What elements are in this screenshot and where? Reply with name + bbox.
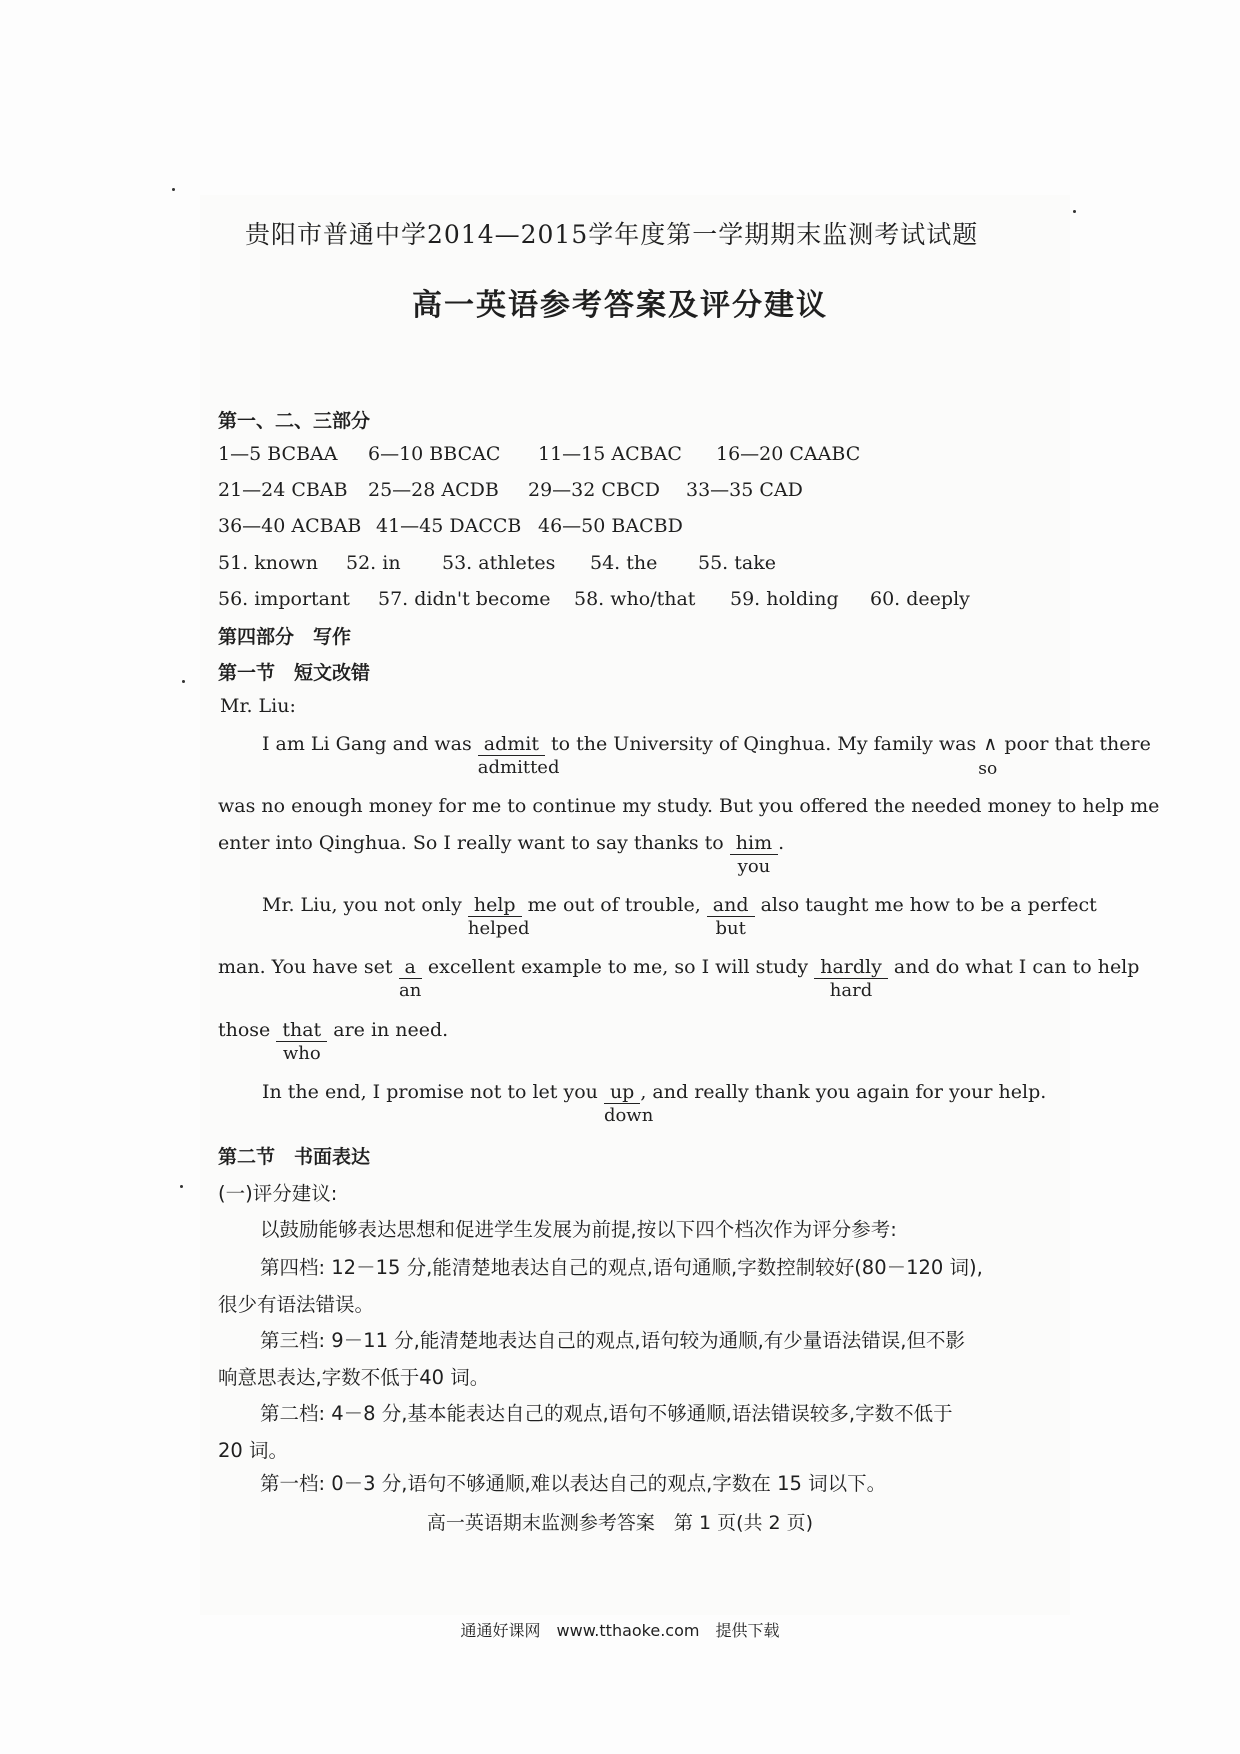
text-segment: those xyxy=(218,1019,271,1041)
grade-4-line: 第四档: 12－15 分,能清楚地表达自己的观点,语句通顺,字数控制较好(80－120 词), xyxy=(260,1256,983,1279)
scan-speck xyxy=(172,188,175,191)
answer-item: 59. holding xyxy=(730,588,839,610)
grade-2-line: 20 词。 xyxy=(218,1439,289,1462)
answer-item: 54. the xyxy=(590,552,658,574)
corrected-word: down xyxy=(603,1105,654,1126)
wrong-word: hardly xyxy=(814,956,888,979)
grade-1-line: 第一档: 0－3 分,语句不够通顺,难以表达自己的观点,字数在 15 词以下。 xyxy=(260,1472,887,1495)
scan-speck xyxy=(180,1185,183,1188)
correction xyxy=(603,1081,654,1126)
answer-row xyxy=(218,515,683,537)
text-segment: In the end, I promise not to let you xyxy=(262,1081,598,1103)
answer-row xyxy=(218,588,970,610)
letter-line xyxy=(262,894,1097,939)
answer-row xyxy=(218,552,776,574)
answer-item: 60. deeply xyxy=(870,588,970,610)
answer-item: 56. important xyxy=(218,588,350,610)
correction xyxy=(707,894,755,939)
correction xyxy=(477,733,560,778)
subsection-heading-error-correction: 第一节 短文改错 xyxy=(218,662,371,684)
answer-item: 53. athletes xyxy=(442,552,556,574)
answer-item: 52. in xyxy=(346,552,401,574)
corrected-word: an xyxy=(399,980,422,1001)
wrong-word: help xyxy=(468,894,522,917)
answer-group: 25—28 ACDB xyxy=(368,479,499,501)
letter-line xyxy=(262,1081,1047,1126)
text-segment: are in need. xyxy=(333,1019,449,1041)
section-heading-part4: 第四部分 写作 xyxy=(218,626,352,648)
answer-group: 6—10 BBCAC xyxy=(368,443,501,465)
text-segment: . xyxy=(778,832,785,854)
letter-line xyxy=(218,832,785,877)
correction xyxy=(730,832,778,877)
wrong-word: him xyxy=(730,832,778,855)
document-title: 高一英语参考答案及评分建议 xyxy=(412,288,828,323)
answer-group: 21—24 CBAB xyxy=(218,479,348,501)
answer-group: 41—45 DACCB xyxy=(376,515,522,537)
corrected-word: who xyxy=(282,1043,321,1064)
text-segment: excellent example to me, so I will study xyxy=(427,956,809,978)
answer-group: 11—15 ACBAC xyxy=(538,443,682,465)
corrected-word: helped xyxy=(467,918,530,939)
correction xyxy=(399,956,422,1001)
section-heading-part123: 第一、二、三部分 xyxy=(218,410,371,432)
wrong-word: that xyxy=(276,1019,327,1042)
exam-title: 贵阳市普通中学2014—2015学年度第一学期期末监测考试试题 xyxy=(245,220,979,249)
text-segment: also taught me how to be a perfect xyxy=(760,894,1097,916)
scoring-subheading: (一)评分建议: xyxy=(218,1182,338,1205)
text-segment: to the University of Qinghua. My family was xyxy=(551,733,977,755)
page-footer: 高一英语期末监测参考答案 第 1 页(共 2 页) xyxy=(426,1512,814,1534)
answer-group: 36—40 ACBAB xyxy=(218,515,362,537)
text-segment: Mr. Liu, you not only xyxy=(262,894,462,916)
corrected-word: hard xyxy=(829,980,873,1001)
wrong-word: a xyxy=(399,956,422,979)
download-source: 通通好课网 www.tthaoke.com 提供下载 xyxy=(460,1621,780,1640)
grade-3-line: 响意思表达,字数不低于40 词。 xyxy=(218,1366,490,1389)
insertion-mark: ∧ so xyxy=(978,733,998,779)
text-segment: me out of trouble, xyxy=(527,894,701,916)
letter-line xyxy=(262,733,1151,779)
answer-item: 55. take xyxy=(698,552,776,574)
corrected-word: you xyxy=(737,856,771,877)
wrong-word: and xyxy=(707,894,755,917)
corrected-word: but xyxy=(715,918,746,939)
correction xyxy=(467,894,530,939)
letter-line: was no enough money for me to continue my study. But you offered the needed money to help me xyxy=(218,795,1160,817)
answer-group: 46—50 BACBD xyxy=(538,515,683,537)
text-segment: and do what I can to help xyxy=(893,956,1140,978)
grade-2-line: 第二档: 4－8 分,基本能表达自己的观点,语句不够通顺,语法错误较多,字数不低于 xyxy=(260,1402,953,1425)
answer-row xyxy=(218,479,803,501)
scoring-intro: 以鼓励能够表达思想和促进学生发展为前提,按以下四个档次作为评分参考: xyxy=(260,1218,897,1241)
answer-group: 29—32 CBCD xyxy=(528,479,661,501)
letter-line xyxy=(218,956,1140,1001)
wrong-word: admit xyxy=(478,733,545,756)
text-segment: man. You have set xyxy=(218,956,393,978)
scan-speck xyxy=(1073,210,1076,213)
text-segment: I am Li Gang and was xyxy=(262,733,472,755)
letter-line xyxy=(218,1019,449,1064)
correction xyxy=(276,1019,327,1064)
answer-group: 16—20 CAABC xyxy=(716,443,861,465)
answer-group: 33—35 CAD xyxy=(686,479,803,501)
text-segment: , and really thank you again for your help. xyxy=(640,1081,1047,1103)
correction xyxy=(814,956,888,1001)
letter-salutation: Mr. Liu: xyxy=(220,695,296,717)
grade-4-line: 很少有语法错误。 xyxy=(218,1293,375,1316)
scan-speck xyxy=(182,680,185,683)
answer-item: 57. didn't become xyxy=(378,588,551,610)
wrong-word: up xyxy=(604,1081,640,1104)
answer-group: 1—5 BCBAA xyxy=(218,443,338,465)
corrected-word: admitted xyxy=(477,757,560,778)
grade-3-line: 第三档: 9－11 分,能清楚地表达自己的观点,语句较为通顺,有少量语法错误,但不影 xyxy=(260,1329,965,1352)
answer-item: 58. who/that xyxy=(574,588,696,610)
text-segment: enter into Qinghua. So I really want to say thanks to xyxy=(218,832,724,854)
subsection-heading-writing: 第二节 书面表达 xyxy=(218,1146,371,1168)
answer-item: 51. known xyxy=(218,552,318,574)
inserted-word: so xyxy=(978,759,998,779)
text-segment: poor that there xyxy=(1004,733,1151,755)
answer-row xyxy=(218,443,860,465)
